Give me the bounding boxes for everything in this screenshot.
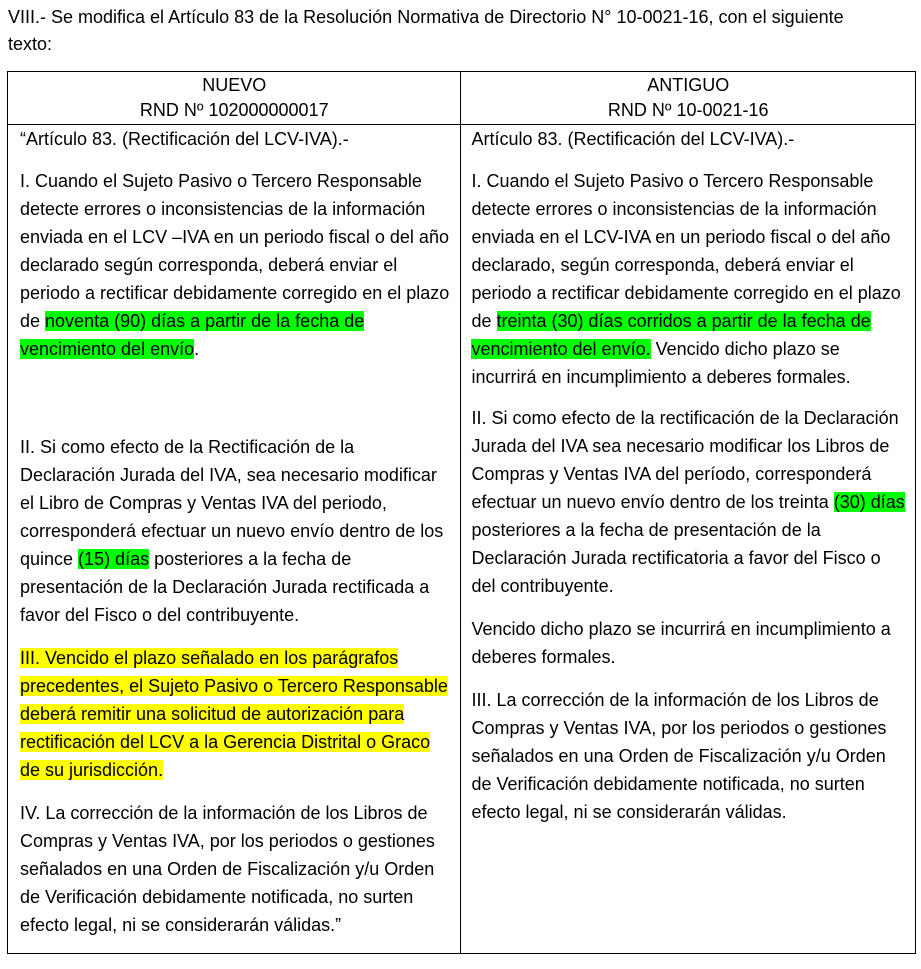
comparison-table	[7, 71, 916, 954]
old-heading: Artículo 83. (Rectificación del LCV-IVA).-	[471, 129, 795, 149]
cell-new	[8, 125, 461, 954]
new-paragraph-3	[20, 644, 452, 784]
old-p1-text: I. Cuando el Sujeto Pasivo o Tercero Responsable detecte errores o inconsistencias de la información enviada en el LCV-IVA en un periodo fiscal o del año declarado, según corresponda, deberá enviar el periodo a rectificar debidamente corregido en el plazo de	[471, 171, 901, 331]
new-p2-highlight: (15) días	[78, 549, 150, 569]
old-p1-end: Vencido dicho plazo se incurrirá en incumplimiento a deberes formales.	[471, 339, 851, 387]
old-paragraph-1	[471, 167, 907, 391]
new-paragraph-2	[20, 433, 452, 629]
old-paragraph-3: Vencido dicho plazo se incurrirá en incumplimiento a deberes formales.	[471, 619, 891, 667]
header-new-title: NUEVO	[202, 75, 267, 95]
old-p2-text: II. Si como efecto de la rectificación de la Declaración Jurada del IVA sea necesario modificar los Libros de Compras y Ventas IVA del período, corresponderá efectuar un nuevo envío dentro de los treinta	[471, 408, 899, 512]
intro-line-1: VIII.- Se modifica el Artículo 83 de la Resolución Normativa de Directorio N° 10-0021-16, con el siguiente	[8, 7, 844, 27]
new-p1-highlight: noventa (90) días a partir de la fecha de vencimiento del envío	[20, 311, 365, 359]
new-heading: “Artículo 83. (Rectificación del LCV-IVA).-	[20, 129, 349, 149]
old-paragraph-2	[471, 404, 907, 600]
header-old	[461, 72, 916, 125]
intro-text	[8, 4, 913, 58]
new-p2-end: posteriores a la fecha de presentación de la Declaración Jurada rectificada a favor del Fisco o del contribuyente.	[20, 549, 430, 625]
new-paragraph-4: IV. La corrección de la información de los Libros de Compras y Ventas IVA, por los periodos o gestiones señalados en una Orden de Fiscalización y/u Orden de Verificación debidamente notificada, no surten efecto legal, ni se considerarán válidas.”	[20, 803, 435, 935]
new-p1-end: .	[194, 339, 200, 359]
intro-line-2: texto:	[8, 34, 53, 54]
old-paragraph-4: III. La corrección de la información de los Libros de Compras y Ventas IVA, por los periodos o gestiones señalados en una Orden de Fiscalización y/u Orden de Verificación debidamente notificada, no surten efecto legal, ni se considerarán válidas.	[471, 690, 887, 822]
header-old-title: ANTIGUO	[647, 75, 730, 95]
new-p3-highlight: III. Vencido el plazo señalado en los parágrafos precedentes, el Sujeto Pasivo o Tercero Responsable deberá remitir una solicitud de autorización para rectificación del LCV a la Gerencia Distrital o Graco de su jurisdicción.	[20, 648, 448, 780]
header-old-subtitle: RND Nº 10-0021-16	[607, 100, 769, 120]
new-p1-text: I. Cuando el Sujeto Pasivo o Tercero Responsable detecte errores o inconsistencias de la información enviada en el LCV –IVA en un periodo fiscal o del año declarado según corresponda, deberá enviar el periodo a rectificar debidamente corregido en el plazo de	[20, 171, 450, 331]
new-p2-text: II. Si como efecto de la Rectificación de la Declaración Jurada del IVA, sea necesario modificar el Libro de Compras y Ventas IVA del periodo, corresponderá efectuar un nuevo envío dentro de los quince	[20, 437, 444, 569]
old-p1-highlight: treinta (30) días corridos a partir de la fecha de vencimiento del envío.	[471, 311, 871, 359]
old-p2-end: posteriores a la fecha de presentación de la Declaración Jurada rectificatoria a favor del Fisco o del contribuyente.	[471, 520, 881, 596]
table-header-row	[8, 72, 916, 125]
old-p2-highlight: (30) días	[833, 492, 905, 512]
new-paragraph-1	[20, 167, 452, 363]
cell-old	[461, 125, 916, 954]
header-new	[8, 72, 461, 125]
header-new-subtitle: RND Nº 102000000017	[139, 100, 329, 120]
table-body-row	[8, 125, 916, 954]
